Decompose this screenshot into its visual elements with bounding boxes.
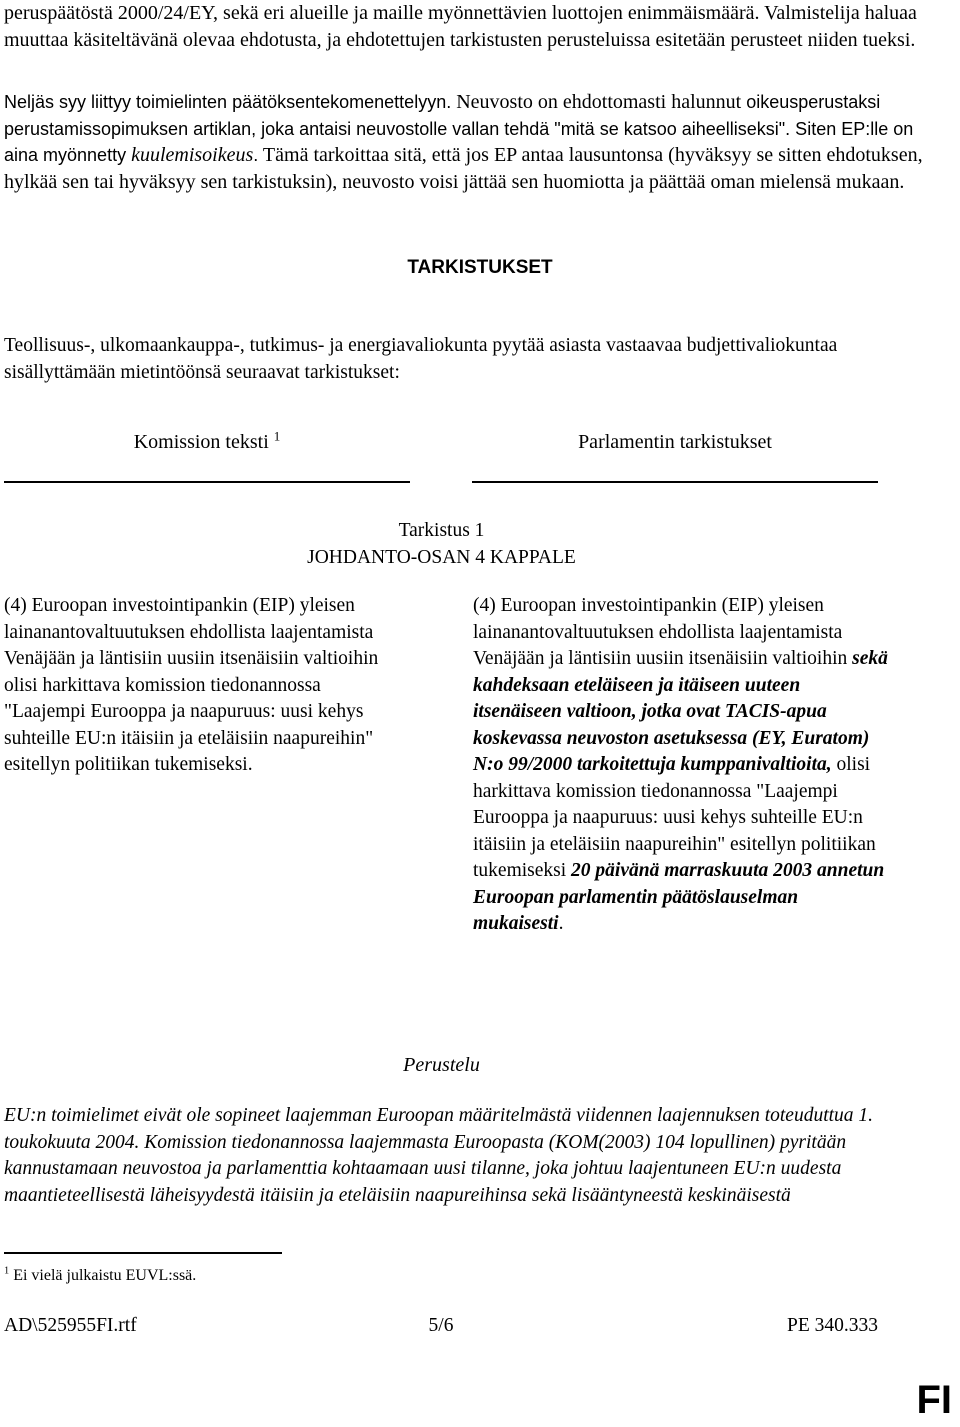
amendment-title	[0, 518, 883, 571]
reason-sans-text-1: Neljäs syy liittyy toimielinten päätöksentekomenettelyyn.	[4, 92, 452, 112]
footnote-text: Ei vielä julkaistu EUVL:ssä.	[9, 1267, 197, 1284]
reason-sans-text-2: oikeusperustaksi perustamissopimuksen artiklan, joka antaisi neuvostolle vallan tehdä "mitä se katsoo aiheelliseksi". Siten EP:lle on aina myönnetty	[4, 92, 914, 165]
paragraph-decision-procedure	[4, 89, 944, 195]
justification-label: Perustelu	[403, 1054, 480, 1076]
reason-italic-term: kuulemisoikeus	[131, 144, 254, 166]
reason-serif-text-2: Tämä tarkoittaa sitä, että jos EP antaa lausuntonsa (hyväksyy se sitten ehdotuksen, hylkää sen tai hyväksyy sen tarkistuksin), neuvosto voisi jättää sen huomiotta ja päättää oman mielensä mukaan.	[4, 144, 923, 193]
footer-filename: AD\525955FI.rtf	[4, 1315, 137, 1336]
amendment-added-text-1: sekä kahdeksaan eteläiseen ja itäiseen uuteen itsenäiseen valtioon, jotka ovat TACIS-apua koskevassa neuvoston asetuksessa (EY, Euratom) N:o 99/2000 tarkoitettuja kumppanivaltioita,	[473, 648, 888, 775]
section-heading: TARKISTUKSET	[407, 257, 553, 278]
footnote-separator	[4, 1252, 282, 1254]
footer-page-number: 5/6	[428, 1315, 454, 1336]
paragraph-continuation: peruspäätöstä 2000/24/EY, sekä eri alueille ja maille myönnettävien luottojen enimmäismäärä. Valmistelija haluaa muuttaa käsiteltävänä olevaa ehdotusta, ja ehdotettujen tarkistusten perusteluissa esitetään perusteet niiden tueksi.	[4, 2, 917, 51]
justification-text: EU:n toimielimet eivät ole sopineet laajemman Euroopan määritelmästä viidennen laajennuksen toteuduttua 1. toukokuuta 2004. Komission tiedonannossa laajemmasta Euroopasta (KOM(2003) 104 lopullinen) pyritään kannustamaan neuvostoa ja parlamenttia kohtaamaan uusi tilanne, joka johtuu laajentuneen EU:n uudesta maantieteellisestä läheisyydestä itäisiin ja eteläisiin naapureihinsa sekä lisääntyneestä keskinäisestä	[4, 1105, 874, 1206]
amendment-number: Tarkistus 1	[398, 520, 485, 541]
parliament-amendment-body	[473, 593, 893, 938]
reason-sans-text-3: .	[253, 145, 259, 165]
intro-paragraph: Teollisuus-, ulkomaankauppa-, tutkimus- ja energiavaliokunta pyytää asiasta vastaavaa budjettivaliokuntaa sisällyttämään mietintöönsä seuraavat tarkistukset:	[4, 335, 838, 383]
parliament-amendments-header: Parlamentin tarkistukset	[578, 431, 772, 453]
footnote-number: 1	[4, 1265, 10, 1277]
amendment-text-3: .	[558, 913, 564, 934]
footnote	[4, 1264, 604, 1288]
language-code: FI	[916, 1378, 952, 1422]
amendment-added-text-2: 20 päivänä marraskuuta 2003 annetun Euroopan parlamentin päätöslauselman mukaisesti	[473, 860, 885, 934]
right-column-rule	[472, 481, 878, 483]
reason-serif-text-1: Neuvosto on ehdottomasti halunnut	[451, 91, 747, 113]
commission-text-header	[4, 429, 410, 456]
amendment-target: JOHDANTO-OSAN 4 KAPPALE	[307, 546, 576, 568]
footer-reference: PE 340.333	[786, 1315, 878, 1336]
amendment-text-2: olisi harkittava komission tiedonannossa "Laajempi Eurooppa ja naapuruus: uusi kehys suhteille EU:n itäisiin ja eteläisiin naapureihin" esitellyn politiikan tukemiseksi	[473, 754, 876, 881]
amendment-text-1: (4) Euroopan investointipankin (EIP) yleisen lainanantovaltuutuksen ehdollista laajentamista Venäjään ja läntisiin uusiin itsenäisiin valtioihin	[473, 595, 853, 669]
commission-text-body: (4) Euroopan investointipankin (EIP) yleisen lainanantovaltuutuksen ehdollista laajentamista Venäjään ja läntisiin uusiin itsenäisiin valtioihin olisi harkittava komission tiedonannossa "Laajempi Eurooppa ja naapuruus: uusi kehys suhteille EU:n itäisiin ja eteläisiin naapureihin" esitellyn politiikan tukemiseksi.	[4, 595, 379, 775]
commission-text-label: Komission teksti	[133, 431, 269, 453]
left-column-rule	[4, 481, 410, 483]
footnote-ref: 1	[273, 428, 281, 444]
